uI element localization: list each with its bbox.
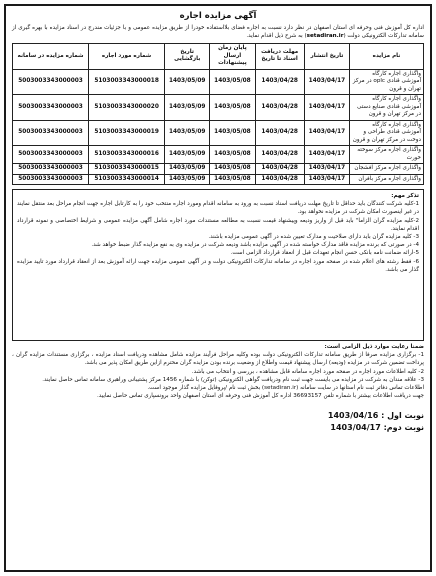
cell-docs-deadline: 1403/04/28	[255, 146, 304, 164]
cell-publish-date: 1403/04/17	[304, 95, 349, 121]
cell-publish-date: 1403/04/17	[304, 120, 349, 146]
requirements-heading: ضمنا رعایت موارد ذیل الزامی است:	[324, 344, 424, 350]
cell-lease-number: 5103003343000015	[89, 164, 165, 175]
requirement-item: جهت دریافت اطلاعات بیشتر با شماره تلفن 36693157 اداره کل آموزش فنی وحرفه ای استان اصفهان واحد برونسپاری تماس حاصل نمایید.	[96, 393, 424, 400]
cell-lease-number: 5103003343000018	[89, 69, 165, 95]
second-publication-date: نوبت دوم: 1403/04/17	[330, 423, 424, 433]
header-opening-date: تاریخ بازگشایی	[165, 44, 210, 70]
auction-table	[12, 43, 424, 185]
requirement-item: اطلاعات تماس دفاتر ثبت نام استانها در سایت سامانه (setadiran.ir) بخش ثبت نام /پروفایل مزایده گذار موجود است.	[147, 385, 424, 392]
note-item: 3- کلیه مزایده گران باید دارای صلاحیت و مدارک تعیین شده در آگهی عمومی مزایده باشند.	[208, 234, 419, 241]
requirement-item: 2- کلیه اطلاعات مورد اجاره در صفحه مورد اجاره سامانه قابل مشاهده ، بررسی و انتخاب می باشد.	[191, 368, 424, 375]
requirement-item: 1- برگزاری مزایده صرفا از طریق سامانه تدارکات الکترونیکی دولت بوده وکلیه مراحل فرآیند مزایده شامل مشاهده ودریافت اسناد مزایده ، برگزاری مستندات مزایده گران ، پرداخت تضمین شرکت در مزایده (ودیعه) ارسال پیشنهاد قیمت واطلاع از وضعیت برنده بودن مزایده گران محترم ازاین طریق امکان پذیر می باشد.	[12, 352, 424, 367]
header-system-number: شماره مزایده در سامانه	[13, 44, 89, 70]
cell-docs-deadline: 1403/04/28	[255, 120, 304, 146]
header-bid-deadline: پایان زمان ارسال پیشنهادات	[210, 44, 255, 70]
cell-docs-deadline: 1403/04/28	[255, 164, 304, 175]
cell-bid-deadline: 1403/05/08	[210, 174, 255, 185]
cell-lease-number: 5103003343000019	[89, 120, 165, 146]
cell-auction-name: واگذاری اجاره کارگاه آموزشی قنادی طراحی و دوخت در مرکز تهران و قرون	[350, 120, 424, 146]
cell-auction-name: واگذاری اجاره مرکز سوخته خورت	[350, 146, 424, 164]
table-row	[13, 95, 424, 121]
cell-system-number: 5003003343000003	[13, 95, 89, 121]
cell-opening-date: 1403/05/09	[165, 146, 210, 164]
cell-system-number: 5003003343000003	[13, 164, 89, 175]
header-lease-number: شماره مورد اجاره	[89, 44, 165, 70]
table-row	[13, 174, 424, 185]
note-item: 1-کلیه شرکت کنندگان باید حداقل تا تاریخ مهلت دریافت اسناد نسبت به ورود به سامانه اقدام ومورد اجاره منتخب خود را به کارتابل اجاره جهت انجام مراحل بعد منتقل نمایند در غیر اینصورت امکان شرکت در مزایده نخواهد بود.	[17, 201, 419, 216]
cell-publish-date: 1403/04/17	[304, 146, 349, 164]
table-row	[13, 69, 424, 95]
cell-docs-deadline: 1403/04/28	[255, 174, 304, 185]
header-auction-name: نام مزایده	[350, 44, 424, 70]
cell-opening-date: 1403/05/09	[165, 164, 210, 175]
important-notes-box	[12, 189, 424, 341]
header-docs-deadline: مهلت دریافت اسناد تا تاریخ	[255, 44, 304, 70]
cell-auction-name: واگذاری اجاره کارگاه آموزشی قنادی oplc در مرکز تهران و قرون	[350, 69, 424, 95]
note-item: 6- فقط رشته های اعلام شده در صفحه مورد اجاره در سامانه تدارکات الکترونیکی دولت و در آگهی عمومی مزایده جهت ارائه آموزش بعد از انعقاد قرارداد مورد تایید مزایده گذار می باشد.	[17, 258, 419, 273]
cell-opening-date: 1403/05/09	[165, 174, 210, 185]
requirement-item: 3- علاقه مندان به شرکت در مزایده می بایست جهت ثبت نام ودریافت گواهی الکترونیکی (توکن) با شماره 1456 مرکز پشتیبانی وراهبری سامانه تماس حاصل نمایند.	[42, 376, 424, 383]
intro-paragraph	[12, 24, 424, 40]
cell-opening-date: 1403/05/09	[165, 120, 210, 146]
cell-auction-name: واگذاری اجاره مرکز بافران	[350, 174, 424, 185]
cell-opening-date: 1403/05/09	[165, 95, 210, 121]
cell-auction-name: واگذاری اجاره کارگاه آموزشی قنادی صنایع دستی در مرکز تهران و قرون	[350, 95, 424, 121]
first-publication-date: نوبت اول : 1403/04/16	[327, 411, 424, 421]
cell-publish-date: 1403/04/17	[304, 164, 349, 175]
document-page	[4, 4, 432, 572]
cell-lease-number: 5103003343000020	[89, 95, 165, 121]
intro-text-1: اداره کل آموزش فنی وحرفه ای استان اصفهان در نظر دارد نسبت به اجاره فضای بلااستفاده خودرا از طریق مزایده عمومی و با جزئیات مندرج در اسناد مزایده با بهره گیری از سامانه تدارکات الکترونیکی دولت (	[12, 25, 424, 39]
cell-bid-deadline: 1403/05/08	[210, 95, 255, 121]
table-row	[13, 146, 424, 164]
table-row	[13, 164, 424, 175]
cell-docs-deadline: 1403/04/28	[255, 95, 304, 121]
cell-docs-deadline: 1403/04/28	[255, 69, 304, 95]
cell-system-number: 5003003343000003	[13, 146, 89, 164]
cell-bid-deadline: 1403/05/08	[210, 69, 255, 95]
cell-bid-deadline: 1403/05/08	[210, 146, 255, 164]
cell-lease-number: 5103003343000016	[89, 146, 165, 164]
cell-publish-date: 1403/04/17	[304, 174, 349, 185]
page-title: آگهی مزایده اجاره	[179, 11, 257, 21]
cell-bid-deadline: 1403/05/08	[210, 164, 255, 175]
table-row	[13, 120, 424, 146]
intro-site-link[interactable]: setadiran.ir	[306, 33, 344, 39]
note-item: 4- در صورتی که برنده مزایده فاقد مدارک خواسته شده در آگهی مزایده باشد ودیعه شرکت در مزایده وی به نفع مزایده گذار ضبط خواهد شد.	[91, 242, 419, 249]
cell-publish-date: 1403/04/17	[304, 69, 349, 95]
cell-lease-number: 5103003343000014	[89, 174, 165, 185]
cell-bid-deadline: 1403/05/08	[210, 120, 255, 146]
cell-system-number: 5003003343000003	[13, 69, 89, 95]
cell-system-number: 5003003343000003	[13, 174, 89, 185]
note-item: 5-ارائه ضمانت نامه بانکی حسن انجام تعهدات قبل از انعقاد قرارداد الزامی است.	[230, 250, 419, 257]
cell-opening-date: 1403/05/09	[165, 69, 210, 95]
publication-dates	[12, 410, 424, 434]
notes-heading: تذکر مهم:	[391, 193, 419, 199]
note-item: 2-کلیه مزایده گران الزاما" باید قبل از واریز ودیعه وپیشنهاد قیمت نسبت به مطالعه مستندات مورد اجاره شامل آگهی مزایده عمومی و شرایط اختصاصی و نمونه قرارداد اقدام نمایند.	[17, 217, 419, 232]
table-header-row	[13, 44, 424, 70]
intro-text-2: ) به شرح ذیل اقدام نماید.	[246, 33, 307, 39]
requirements-section	[12, 343, 424, 400]
header-publish-date: تاریخ انتشار	[304, 44, 349, 70]
cell-auction-name: واگذاری اجاره مرکز افشجان	[350, 164, 424, 175]
cell-system-number: 5003003343000003	[13, 120, 89, 146]
